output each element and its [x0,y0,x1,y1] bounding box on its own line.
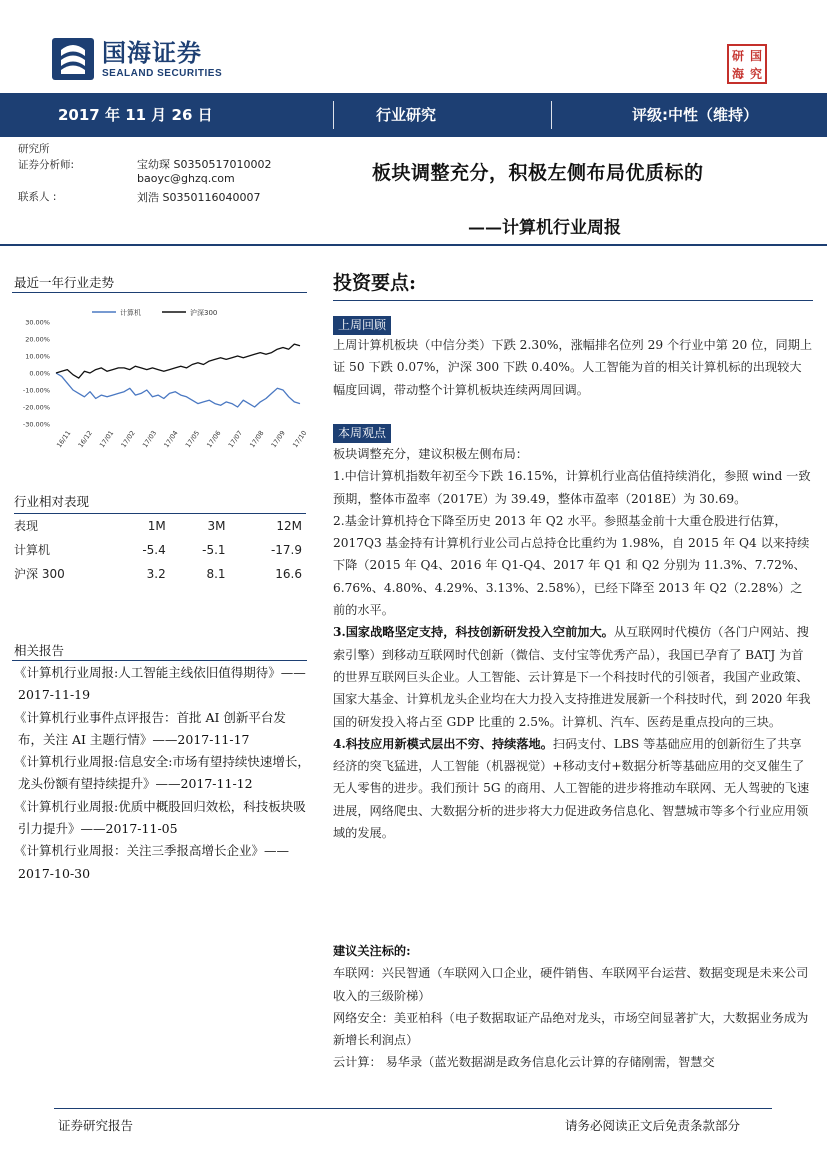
this-week-body [333,443,813,844]
cell-value: -5.1 [202,542,226,557]
chart-series [56,344,300,407]
report-date: 2017 年 11 月 26 日 [58,106,213,124]
column-header: 12M [230,514,306,538]
research-seal-stamp [727,44,767,84]
analyst-email: baoyc@ghzq.com [137,172,235,185]
paragraph-rest: 扫码支付、LBS 等基础应用的创新衍生了共享经济的突飞猛进，人工智能（机器视觉）+移动支付+数据分析等基础应用的交叉催生了无人零售的进步。我们预计 5G 的商用、人工智能的进步将推动车联网、无人驾驶的飞速进展，网络爬虫、大数据分析的进步将大力促进政务信息化、智慧城市等多个行业应用领域的发展。 [333,736,810,841]
banner-divider [551,101,552,129]
analyst-name-id: 宝幼琛 S0350517010002 [137,158,272,171]
seal-char: 国 [749,48,762,63]
related-heading: 相关报告 [14,643,65,658]
footer-rule [54,1108,772,1109]
row-label: 计算机 [14,543,51,557]
investment-heading: 投资要点: [333,272,417,294]
x-tick-label: 17/07 [226,429,245,450]
performance-table [14,513,306,586]
chart-x-axis [55,429,308,449]
table-row [14,562,306,586]
related-report-link[interactable]: 《计算机行业周报:信息安全:市场有望持续快速增长，龙头份额有望持续提升》——2017-11-12 [14,754,310,792]
related-report-link[interactable]: 《计算机行业周报:人工智能主线依旧值得期待》——2017-11-19 [14,665,306,703]
x-tick-label: 17/10 [291,429,308,450]
footer-disclaimer: 请务必阅读正文后免责条款部分 [565,1118,741,1133]
series-line [56,344,300,378]
related-report-link[interactable]: 《计算机行业周报：关注三季报高增长企业》——2017-10-30 [14,843,290,881]
related-report-link[interactable]: 《计算机行业周报:优质中概股回归效松，科技板块吸引力提升》——2017-11-05 [14,798,306,837]
seal-char: 海 [731,66,744,81]
analyst-role-label: 证券分析师: [18,159,75,171]
column-header: 3M [170,514,230,538]
header-banner [0,93,827,137]
performance-heading: 行业相对表现 [14,494,90,509]
column-header: 1M [110,514,170,538]
x-tick-label: 17/02 [119,429,137,450]
x-tick-label: 17/01 [97,429,116,450]
related-reports-list [14,662,310,885]
trend-heading: 最近一年行业走势 [14,275,115,290]
section-rule [12,660,307,661]
seal-char: 研 [731,48,744,63]
sealand-logo-icon [52,38,94,80]
table-header-row [14,514,306,538]
section-rule [12,292,307,293]
cell-value: 8.1 [206,566,226,581]
y-tick-label: -20.00% [22,403,50,412]
report-rating: 评级:中性（维持） [632,106,758,124]
related-report-link[interactable]: 《计算机行业事件点评报告：首批 AI 创新平台发布，关注 AI 主题行情》——2017-11-17 [14,709,286,747]
series-line [56,373,300,407]
y-tick-label: 30.00% [25,318,50,327]
header-divider [0,244,827,246]
cell-value: 3.2 [146,566,166,581]
y-tick-label: -30.00% [22,420,50,429]
y-tick-label: 10.00% [25,352,50,361]
recommend-item: 网络安全：美亚柏科（电子数据取证产品绝对龙头，市场空间显著扩大，大数据业务成为新增长利润点） [333,1010,809,1048]
chart-legend [92,308,217,317]
industry-trend-chart [14,298,308,456]
chart-y-axis [23,319,50,429]
recommend-section [333,940,813,1074]
column-header: 表现 [14,514,110,538]
footer-left: 证券研究报告 [58,1118,134,1133]
cell-value: -5.4 [142,542,166,557]
last-week-text [333,334,813,401]
section-rule [333,300,813,301]
y-tick-label: 20.00% [25,335,50,344]
x-tick-label: 17/03 [140,429,159,450]
company-name-cn: 国海证券 [102,38,202,67]
cell-value: -17.9 [270,542,302,557]
paragraph: 2.基金计算机持仓下降至历史 2013 年 Q2 水平。参照基金前十大重仓股进行估算，2017Q3 基金持有计算机行业公司占总持仓比重约为 1.98%，自 2015 年 Q4 以来持续下降（2015 年 Q4、2016 年 Q1-Q4、2017 年 Q1 和 Q2 分别为 11.3%、7.72%、6.76%、4.80%、4.29%、3.13%、2.58%），已经下降至 2013 年 Q2（2.28%）之前的水平。 [333,513,810,618]
x-tick-label: 17/08 [248,429,266,450]
report-title: 板块调整充分，积极左侧布局优质标的 [372,162,704,184]
x-tick-label: 17/05 [183,429,202,450]
contact-name-id: 刘浩 S0350116040007 [137,191,261,204]
this-week-tag: 本周观点 [333,424,391,443]
banner-divider [333,101,334,129]
bold-lead: 4.科技应用新模式层出不穷、持续落地。 [333,736,553,751]
legend-label: 沪深300 [190,309,218,317]
table-row [14,538,306,562]
bold-lead: 3.国家战略坚定支持，科技创新研发投入空前加大。 [333,625,614,640]
contact-label: 联系人 : [18,191,57,203]
paragraph-rest: 从互联网时代模仿（各门户网站、搜索引擎）到移动互联网时代创新（微信、支付宝等优秀产品），我国已孕育了 BATJ 为首的世界互联网巨头企业。人工智能、云计算是下一个科技时代的引领者，我国产业政策、国家大基金、计算机龙头企业均在大力投入支持推进发展新一个科技时代，到 2020 年我国的研发投入将占至 GDP 比重的 2.5%。计算机、汽车、医药是重点投向的三块。 [333,625,811,729]
row-label: 沪深 300 [14,567,65,581]
seal-char: 究 [749,66,762,81]
recommend-heading [333,940,813,962]
y-tick-label: 0.00% [29,369,50,378]
last-week-tag: 上周回顾 [333,316,391,335]
report-category: 行业研究 [376,106,437,124]
legend-label: 计算机 [120,309,141,317]
paragraph: 板块调整充分，建议积极左侧布局： [333,447,528,461]
x-tick-label: 16/12 [76,429,94,450]
paragraph [333,733,813,844]
x-tick-label: 17/09 [269,429,287,450]
y-tick-label: -10.00% [22,386,50,395]
paragraph: 1.中信计算机指数年初至今下跌 16.15%，计算机行业高估值持续消化，参照 wind 一致预期，整体市盈率（2017E）为 39.49，整体市盈率（2018E）为 30.69。 [333,469,811,506]
x-tick-label: 17/04 [162,429,180,450]
report-subtitle: ——计算机行业周报 [468,218,621,238]
x-tick-label: 16/11 [55,429,73,450]
dept-label: 研究所 [18,143,50,155]
paragraph: 上周计算机板块（中信分类）下跌 2.30%，涨幅排名位列 29 个行业中第 20 位，同期上证 50 下跌 0.07%，沪深 300 下跌 0.40%。人工智能为首的相关计算机标的出现较大幅度回调，带动整个计算机板块连续两周回调。 [333,338,813,397]
company-logo [52,38,222,80]
recommend-item: 车联网：兴民智通（车联网入口企业，硬件销售、车联网平台运营、数据变现是未来公司收入的三级阶梯） [333,966,809,1003]
cell-value: 16.6 [275,566,302,581]
recommend-heading-text: 建议关注标的: [333,944,411,958]
recommend-item: 云计算： 易华录（蓝光数据湖是政务信息化云计算的存储刚需，智慧交 [333,1055,715,1070]
paragraph [333,621,813,732]
x-tick-label: 17/06 [205,429,223,450]
company-name-en: SEALAND SECURITIES [102,67,223,79]
